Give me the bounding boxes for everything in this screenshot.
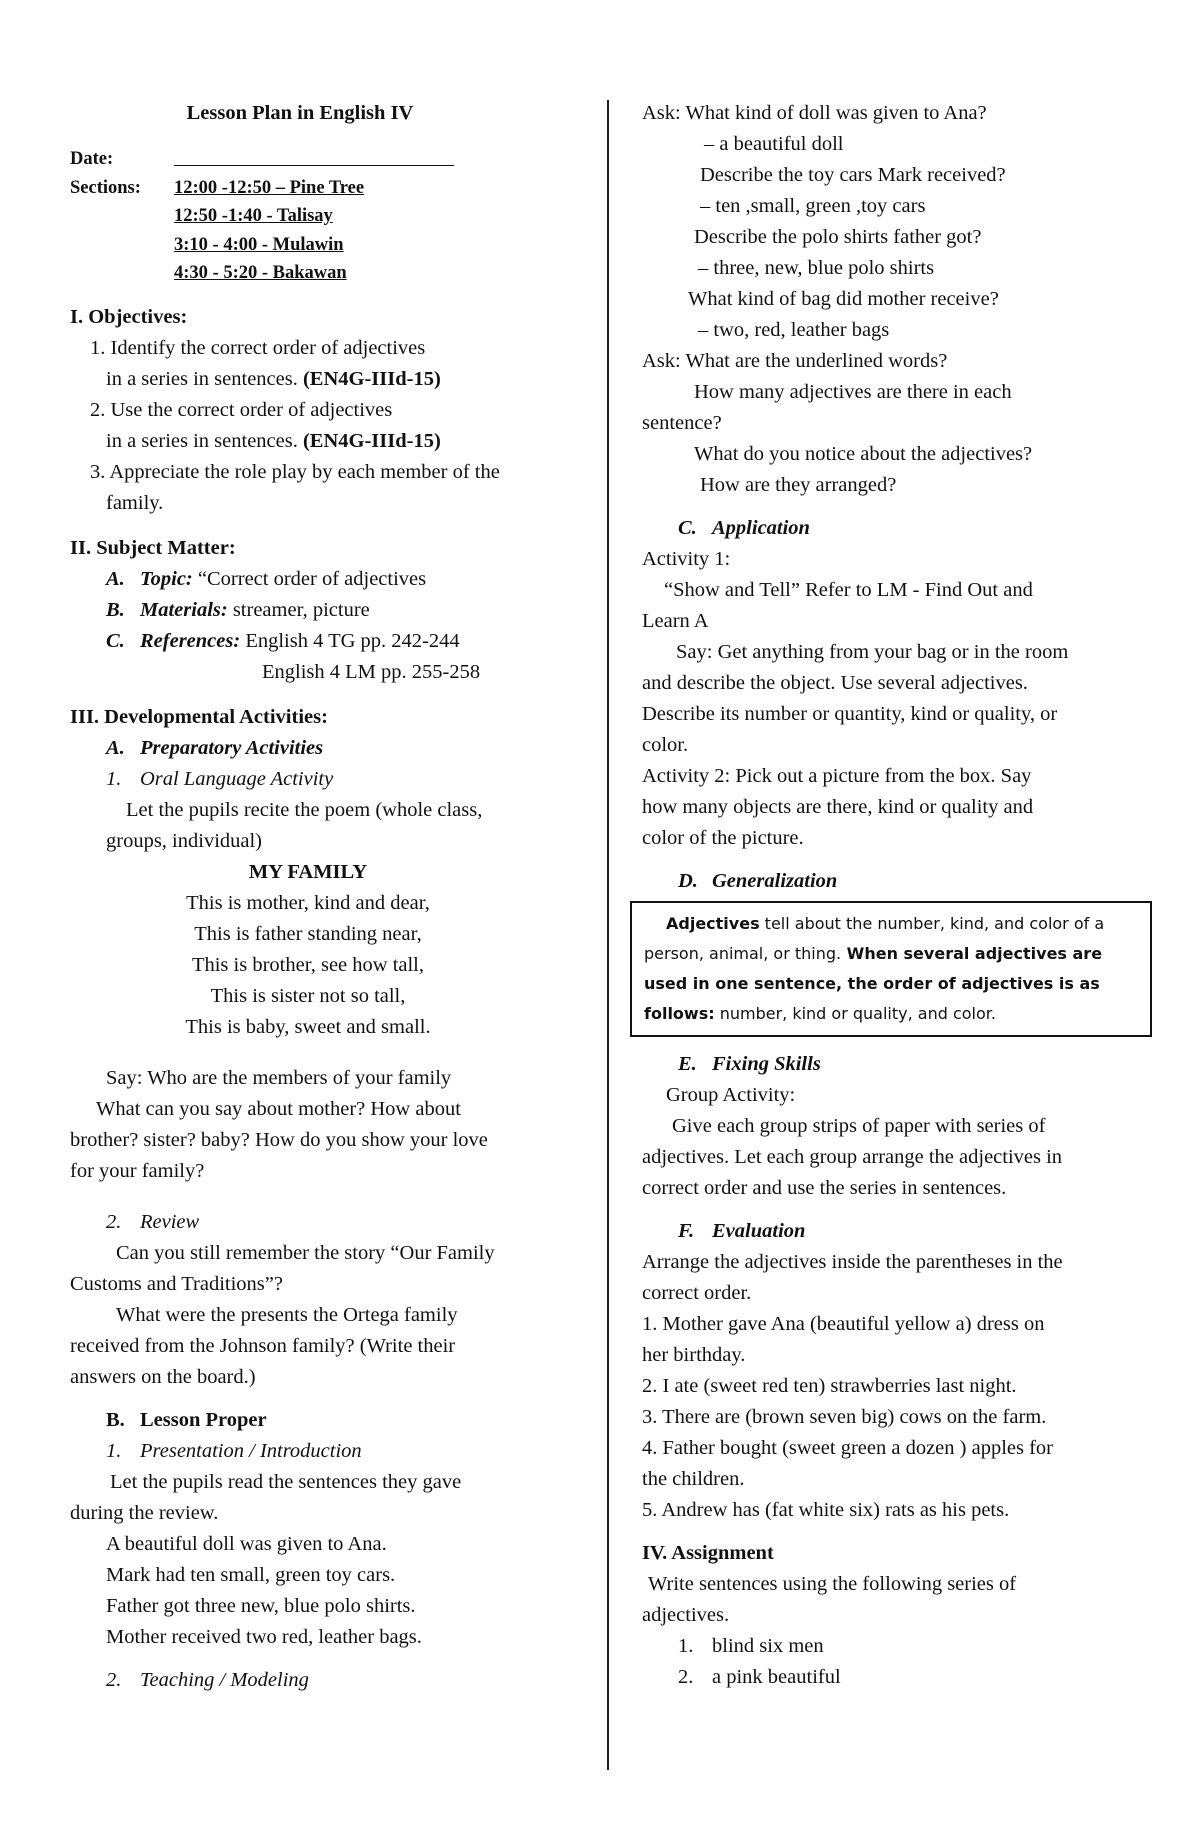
objective-text: in a series in sentences.: [106, 429, 298, 452]
poem-line: This is baby, sweet and small.: [185, 1015, 431, 1038]
references-key: References:: [140, 629, 241, 652]
date-row: [70, 145, 590, 174]
evaluation-item: her birthday.: [642, 1344, 746, 1366]
poem-line: This is brother, see how tall,: [191, 953, 425, 976]
evaluation-item: 2. I ate (sweet red ten) strawberries last night.: [642, 1375, 1017, 1397]
activity-text: Describe its number or quantity, kind or quality, or: [642, 703, 1058, 725]
objective-text: Use the correct order of adjectives: [110, 398, 393, 421]
preparatory-heading: A. Preparatory Activities: [106, 736, 324, 759]
presentation-text: during the review.: [70, 1501, 219, 1524]
materials-key: Materials:: [140, 598, 228, 621]
activity-text: and describe the object. Use several adjectives.: [642, 672, 1028, 694]
assignment-text: Write sentences using the following series of: [648, 1573, 1017, 1595]
sections-label: Sections:: [70, 177, 141, 198]
references-row: C. References: English 4 TG pp. 242-244: [106, 629, 460, 652]
answer-line: – two, red, leather bags: [698, 319, 890, 341]
objective-num: 2.: [90, 398, 106, 421]
objective-item-cont: [70, 488, 590, 519]
question-line: Describe the polo shirts father got?: [694, 226, 982, 248]
left-column: [70, 98, 590, 1696]
evaluation-text: correct order.: [642, 1282, 752, 1304]
answer-line: – a beautiful doll: [704, 133, 844, 155]
activity-label: Activity 1:: [642, 548, 731, 570]
assignment-text: adjectives.: [642, 1604, 730, 1626]
objectives-heading: I. Objectives:: [70, 305, 188, 328]
say-text: brother? sister? baby? How do you show your love: [70, 1128, 488, 1151]
date-blank-line: [174, 145, 454, 166]
evaluation-item: the children.: [642, 1468, 745, 1490]
review-heading: 2. Review: [106, 1210, 200, 1233]
evaluation-item: 3. There are (brown seven big) cows on the farm.: [642, 1406, 1047, 1428]
ask-line: Ask: What are the underlined words?: [642, 350, 948, 372]
question-line: How are they arranged?: [700, 474, 897, 496]
activity-text: color.: [642, 734, 689, 756]
developmental-heading: III. Developmental Activities:: [70, 705, 328, 728]
ask-line: Ask: What kind of doll was given to Ana?: [642, 102, 987, 124]
activity-text: color of the picture.: [642, 827, 804, 849]
objective-item: [70, 457, 590, 488]
question-line: sentence?: [642, 412, 722, 434]
objective-item: [70, 395, 590, 426]
section-row: [70, 231, 590, 260]
subject-matter-heading: II. Subject Matter:: [70, 536, 236, 559]
teaching-heading: 2. Teaching / Modeling: [106, 1668, 309, 1691]
topic-key: Topic:: [140, 567, 193, 590]
review-text: received from the Johnson family? (Write their: [70, 1334, 456, 1357]
activity-text: “Show and Tell” Refer to LM - Find Out and: [664, 579, 1033, 601]
review-text: Customs and Traditions”?: [70, 1272, 283, 1295]
date-label: Date:: [70, 149, 114, 169]
materials-row: B. Materials: streamer, picture: [106, 598, 370, 621]
answer-line: – ten ,small, green ,toy cars: [700, 195, 926, 217]
evaluation-text: Arrange the adjectives inside the parentheses in the: [642, 1251, 1063, 1273]
presentation-heading: 1. Presentation / Introduction: [106, 1439, 362, 1462]
sentence: Mark had ten small, green toy cars.: [106, 1563, 396, 1586]
oral-language-heading: 1. Oral Language Activity: [106, 767, 334, 790]
say-text: Say: Who are the members of your family: [106, 1066, 452, 1089]
objective-text: in a series in sentences.: [106, 367, 298, 390]
poem-line: This is sister not so tall,: [210, 984, 406, 1007]
objective-num: 3.: [90, 460, 106, 483]
section-item: 12:50 -1:40 - Talisay: [174, 206, 333, 226]
review-text: answers on the board.): [70, 1365, 256, 1388]
generalization-heading: D. Generalization: [678, 870, 838, 892]
say-text: What can you say about mother? How about: [96, 1097, 461, 1120]
poem-line: This is mother, kind and dear,: [186, 891, 430, 914]
objective-item-cont: [70, 364, 590, 395]
page-title: Lesson Plan in English IV: [186, 102, 414, 124]
objective-text: Identify the correct order of adjectives: [110, 336, 426, 359]
objective-item-cont: [70, 426, 590, 457]
answer-line: – three, new, blue polo shirts: [698, 257, 935, 279]
question-line: What kind of bag did mother receive?: [688, 288, 999, 310]
review-text: What were the presents the Ortega family: [116, 1303, 458, 1326]
assignment-item: 1. blind six men: [678, 1635, 824, 1657]
objective-text: family.: [106, 491, 164, 514]
oral-text: groups, individual): [106, 829, 263, 852]
references-value: English 4 TG pp. 242-244: [245, 629, 460, 652]
objective-text: Appreciate the role play by each member of the: [109, 460, 500, 483]
activity-text: Activity 2: Pick out a picture from the box. Say: [642, 765, 1032, 787]
say-text: for your family?: [70, 1159, 205, 1182]
activity-text: Learn A: [642, 610, 709, 632]
topic-row: A. Topic: “Correct order of adjectives: [106, 567, 427, 590]
generalization-box: Adjectives tell about the number, kind, and color of a person, animal, or thing. When several adjectives are used in one sentence, the order of adjectives is as follows: number, kind or quality, and color.: [630, 901, 1152, 1037]
review-text: Can you still remember the story “Our Family: [116, 1241, 495, 1264]
sentence: A beautiful doll was given to Ana.: [106, 1532, 387, 1555]
competency-code: (EN4G-IIId-15): [302, 429, 441, 452]
fixing-text: Give each group strips of paper with series of: [672, 1115, 1046, 1137]
right-column: [642, 98, 1147, 1693]
application-heading: C. Application: [678, 517, 810, 539]
oral-text: Let the pupils recite the poem (whole class,: [126, 798, 483, 821]
section-row: [70, 174, 590, 203]
question-line: What do you notice about the adjectives?: [694, 443, 1033, 465]
assignment-heading: IV. Assignment: [642, 1542, 774, 1564]
fixing-text: correct order and use the series in sentences.: [642, 1177, 1007, 1199]
section-item: 3:10 - 4:00 - Mulawin: [174, 234, 344, 255]
section-row: [70, 259, 590, 288]
objective-item: [70, 333, 590, 364]
sentence: Mother received two red, leather bags.: [106, 1625, 422, 1648]
sentence: Father got three new, blue polo shirts.: [106, 1594, 416, 1617]
column-divider: [607, 100, 609, 1770]
question-line: Describe the toy cars Mark received?: [700, 164, 1006, 186]
fixing-text: Group Activity:: [666, 1084, 796, 1106]
evaluation-item: 5. Andrew has (fat white six) rats as his pets.: [642, 1499, 1010, 1521]
section-row: [70, 202, 590, 231]
competency-code: (EN4G-IIId-15): [302, 367, 441, 390]
poem-line: This is father standing near,: [194, 922, 422, 945]
evaluation-heading: F. Evaluation: [678, 1220, 806, 1242]
evaluation-item: 4. Father bought (sweet green a dozen ) apples for: [642, 1437, 1053, 1459]
references-value-2: English 4 LM pp. 255-258: [262, 660, 481, 683]
objective-num: 1.: [90, 336, 106, 359]
lesson-proper-heading: B. Lesson Proper: [106, 1408, 267, 1431]
topic-value: “Correct order of adjectives: [197, 567, 427, 590]
assignment-item: 2. a pink beautiful: [678, 1666, 841, 1688]
section-item: 12:00 -12:50 – Pine Tree: [174, 177, 365, 198]
materials-value: streamer, picture: [232, 598, 370, 621]
fixing-skills-heading: E. Fixing Skills: [678, 1053, 821, 1075]
activity-text: Say: Get anything from your bag or in the room: [676, 641, 1069, 663]
question-line: How many adjectives are there in each: [694, 381, 1012, 403]
poem-title: MY FAMILY: [248, 860, 368, 883]
presentation-text: Let the pupils read the sentences they gave: [110, 1470, 462, 1493]
section-item: 4:30 - 5:20 - Bakawan: [174, 263, 347, 283]
activity-text: how many objects are there, kind or quality and: [642, 796, 1034, 818]
fixing-text: adjectives. Let each group arrange the adjectives in: [642, 1146, 1063, 1168]
evaluation-item: 1. Mother gave Ana (beautiful yellow a) dress on: [642, 1313, 1045, 1335]
